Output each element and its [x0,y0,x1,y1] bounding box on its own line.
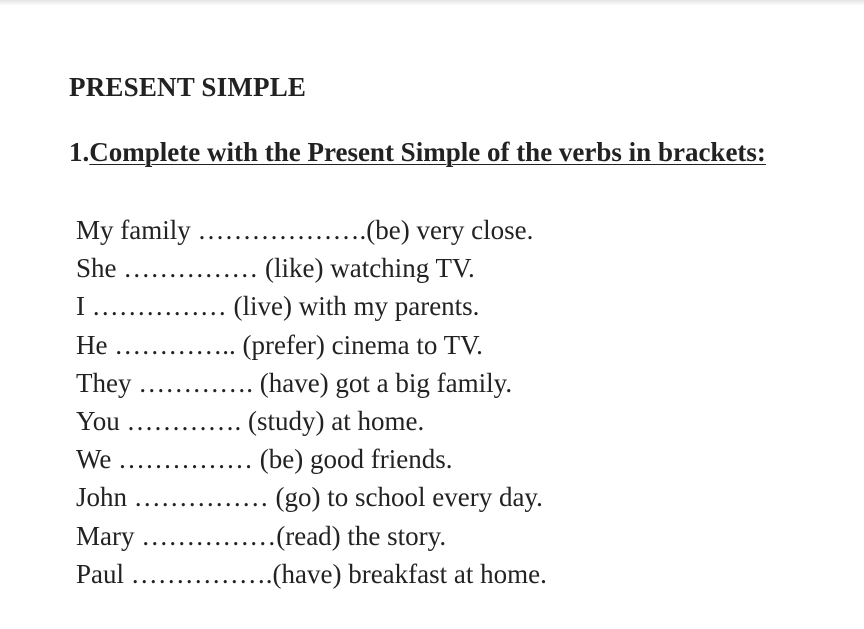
exercise-sentence-1: My family ……………….(be) very close. [76,215,534,245]
exercise-sentence-7: We …………… (be) good friends. [76,444,453,475]
exercise-sentence-5: They …………. (have) got a big family. [76,367,513,398]
exercise-sentence-4: He ………….. (prefer) cinema to TV. [76,329,483,360]
page-title: PRESENT SIMPLE [69,72,307,102]
exercise-sentence-3: I …………… (live) with my parents. [76,291,480,322]
exercise-sentence-6: You …………. (study) at home. [76,405,425,436]
task-heading [69,137,766,168]
task-instruction: Complete with the Present Simple of the verbs in brackets: [89,137,766,167]
task-number: 1. [69,137,90,167]
exercise-list [76,211,547,593]
exercise-sentence-2: She …………… (like) watching TV. [76,253,475,284]
exercise-sentence-9: Mary ……………(read) the story. [76,520,447,551]
exercise-sentence-8: John …………… (go) to school every day. [76,482,543,513]
exercise-sentence-10: Paul …………….(have) breakfast at home. [76,558,547,589]
page-top-edge [0,0,864,6]
